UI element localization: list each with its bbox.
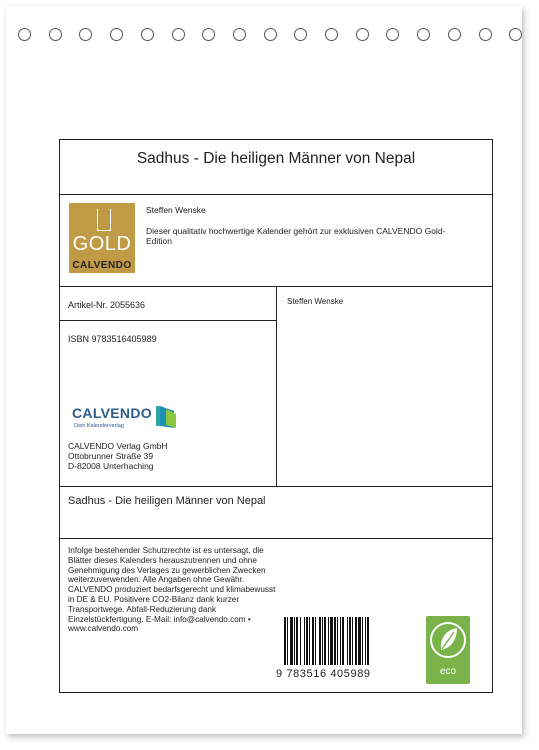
barcode-bar (322, 617, 323, 665)
gold-cup-icon (97, 209, 111, 231)
legal-notice: Infolge bestehender Schutzrechte ist es untersagt, die Blätter dieses Kalenders herauszutrennen und ohne Genehmigung des Verlages zu gewerblichen Zwecken weiterzuverwenden. Alle Angaben ohne Gewähr. CALVENDO produziert bedarfsgerecht und klimabewusst in DE & EU. Positivere CO2-Bilanz dank kurzer Transportwege. Abfall-Reduzierung dank Einzelstückfertigung. E-Mail: info@calvendo.com • www.calvendo.com (68, 546, 276, 634)
barcode-bar (355, 617, 357, 665)
publisher-line: D-82008 Unterhaching (68, 461, 154, 471)
author-name: Steffen Wenske (146, 205, 206, 215)
barcode-bar (347, 617, 348, 665)
barcode (284, 617, 394, 665)
barcode-bar (304, 617, 305, 665)
binding-hole (356, 28, 369, 41)
barcode-bar (319, 617, 321, 665)
binding-hole (417, 28, 430, 41)
barcode-bar (362, 617, 363, 665)
barcode-bar (306, 617, 308, 665)
barcode-bar (349, 617, 351, 665)
binding-hole (110, 28, 123, 41)
calvendo-logo (72, 405, 182, 435)
binding-hole (479, 28, 492, 41)
publisher-address (68, 441, 268, 471)
divider (60, 194, 492, 195)
barcode-bar (287, 617, 288, 665)
binding-hole (202, 28, 215, 41)
gold-logo-brand: CALVENDO (72, 260, 132, 271)
binding-hole (294, 28, 307, 41)
barcode-bar (358, 617, 361, 665)
binding-hole (172, 28, 185, 41)
barcode-bar (324, 617, 326, 665)
article-number: Artikel-Nr. 2055636 (68, 300, 146, 310)
barcode-bar (334, 617, 336, 665)
binding-hole (141, 28, 154, 41)
barcode-bar (330, 617, 333, 665)
binding-hole (448, 28, 461, 41)
author-name-right: Steffen Wenske (287, 297, 344, 306)
barcode-bar (290, 617, 293, 665)
calendar-title: Sadhus - Die heiligen Männer von Nepal (68, 495, 266, 507)
binding-hole (386, 28, 399, 41)
binding-hole (509, 28, 522, 41)
divider (60, 486, 492, 487)
binding-hole (233, 28, 246, 41)
binding-hole (79, 28, 92, 41)
binding-hole (18, 28, 31, 41)
eco-label: eco (439, 666, 457, 677)
barcode-bar (340, 617, 341, 665)
publisher-line: Ottobrunner Straße 39 (68, 451, 154, 461)
binding-hole (264, 28, 277, 41)
barcode-bar (367, 617, 369, 665)
divider (276, 286, 277, 486)
barcode-bar (296, 617, 298, 665)
calvendo-flag-icon (154, 405, 178, 429)
binding-holes (18, 28, 518, 48)
divider (60, 320, 276, 321)
barcode-digits: 9 783516 405989 (276, 668, 371, 680)
edition-description: Dieser qualitativ hochwertige Kalender gehört zur exklusiven CALVENDO Gold-Edition (146, 226, 446, 246)
barcode-bar (342, 617, 344, 665)
barcode-bar (300, 617, 301, 665)
binding-hole (325, 28, 338, 41)
barcode-bar (294, 617, 295, 665)
barcode-bar (337, 617, 338, 665)
page-title: Sadhus - Die heiligen Männer von Nepal (136, 150, 416, 167)
barcode-bar (312, 617, 314, 665)
barcode-bar (365, 617, 366, 665)
calendar-back-page (6, 6, 522, 734)
barcode-bar (352, 617, 353, 665)
leaf-icon (426, 616, 470, 666)
binding-hole (49, 28, 62, 41)
eco-badge (426, 616, 470, 684)
calvendo-logo-name: CALVENDO (72, 405, 152, 421)
info-sheet (59, 139, 493, 693)
calvendo-logo-tagline: Dein Kalenderverlag (74, 423, 124, 429)
gold-logo-text: GOLD (72, 233, 132, 255)
barcode-bar (284, 617, 286, 665)
barcode-bar (328, 617, 329, 665)
divider (60, 538, 492, 539)
barcode-bar (309, 617, 310, 665)
isbn: ISBN 9783516405989 (68, 334, 157, 344)
barcode-bar (315, 617, 316, 665)
publisher-line: CALVENDO Verlag GmbH (68, 441, 168, 451)
